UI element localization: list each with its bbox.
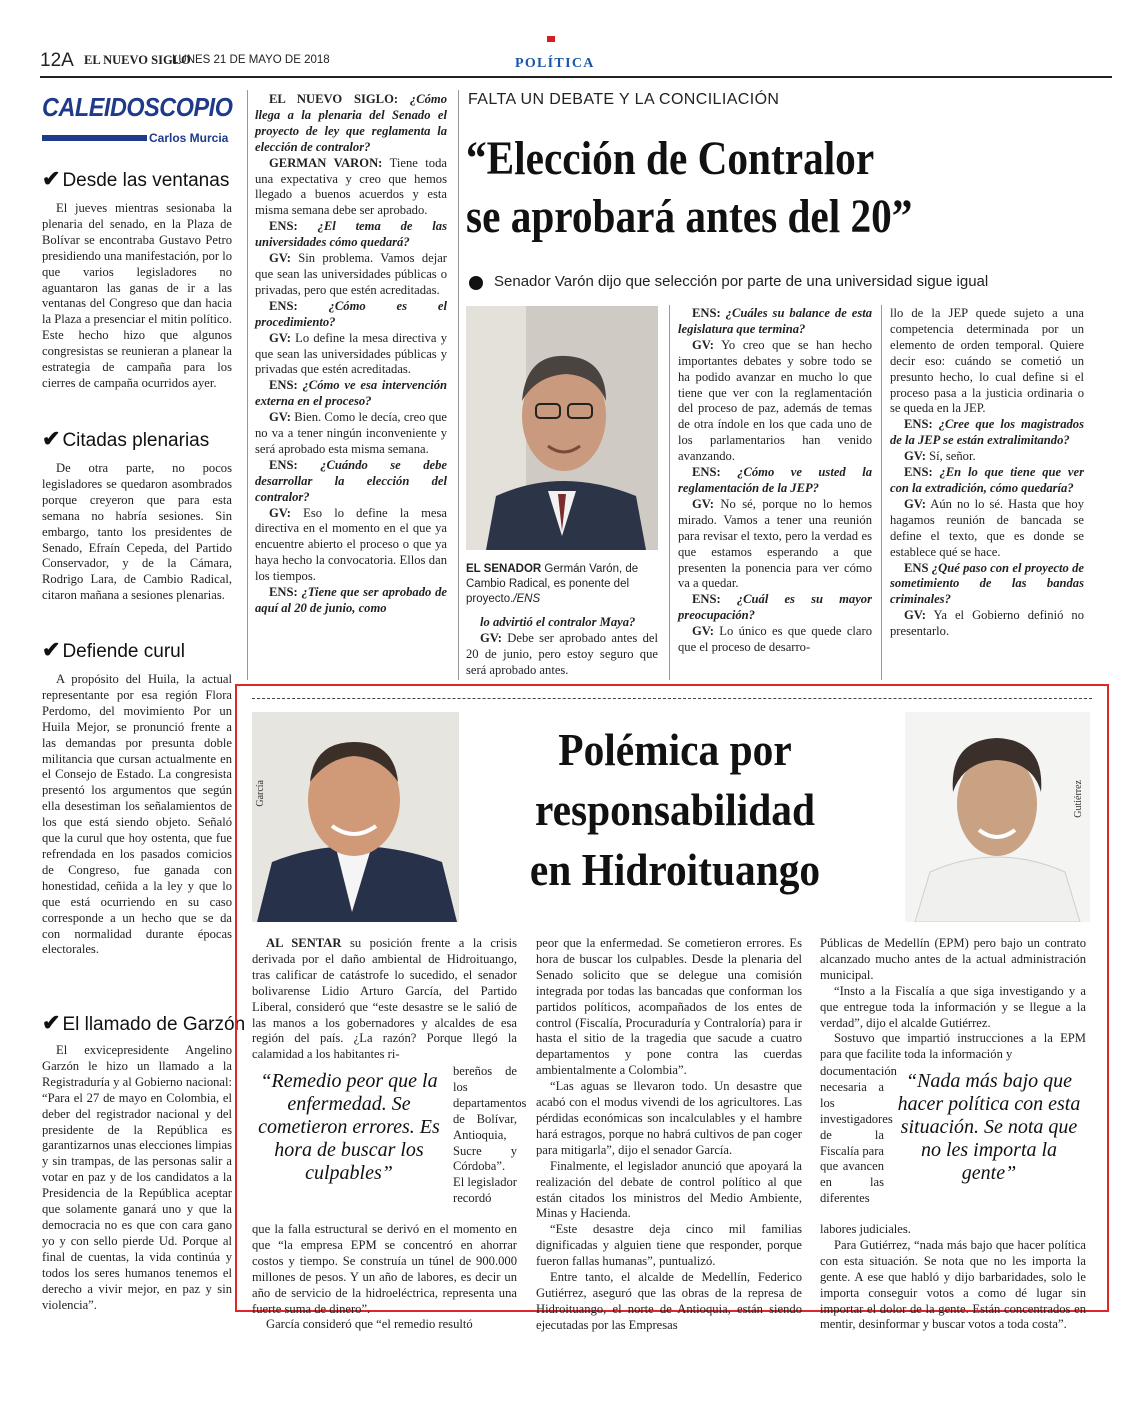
- interview-item: [678, 497, 872, 592]
- speaker-label: ENS:: [692, 592, 737, 607]
- feature-paragraph: “Las aguas se llevaron todo. Un desastre que acabó con el modus vivendi de los agricultores. Las pérdidas económicas son incalculables y el hambre hará estragos, porque no habrá cultivos de pan coger para mitigarla”, dijo el senador García.: [536, 1079, 802, 1157]
- speaker-label: GV:: [480, 630, 502, 645]
- pull-quote-left: “Remedio peor que la enfermedad. Se cometieron errores. Es hora de buscar los culpables”: [258, 1070, 440, 1184]
- speaker-label: EL NUEVO SIGLO:: [269, 92, 410, 106]
- gutierrez-portrait-icon: [905, 712, 1090, 922]
- page-number: 12A: [40, 50, 74, 71]
- answer-text: No sé, porque no lo hemos mirado. Vamos a tener una reunión para revisar el texto, pero la verdad es que estamos esperando a que presenten la ponencia para ver cómo va a quedar.: [678, 496, 872, 591]
- interview-item: [255, 92, 447, 156]
- column-rule: [247, 90, 248, 680]
- speaker-label: GV:: [269, 505, 291, 520]
- question-text: ¿Cómo llega a la plenaria del Senado el proyecto de ley que reglamenta la elección de contralor?: [255, 92, 447, 154]
- pull-quote-right: “Nada más bajo que hacer política con esta situación. Se nota que no les importa la gente”: [897, 1070, 1081, 1184]
- interview-item: [678, 592, 872, 624]
- speaker-label: ENS: [904, 560, 932, 575]
- interview-item: [678, 338, 872, 465]
- interview-item: [255, 251, 447, 299]
- interview-item: [678, 306, 872, 338]
- question-text: ¿Cuándo se debe desarrollar la elección del contralor?: [255, 457, 448, 504]
- photo-label-gutierrez: Gutiérrez: [1073, 780, 1084, 818]
- question-text: ¿Cómo ve esa intervención externa en el proceso?: [255, 378, 447, 409]
- column-rule: [458, 90, 459, 680]
- answer-text: Lo único es que quede claro que el proceso de desarro-: [678, 624, 872, 655]
- interview-item: [890, 497, 1084, 561]
- speaker-label: GV:: [904, 608, 926, 623]
- question-text: ¿Cuáles su balance de esta legislatura que termina?: [678, 306, 873, 336]
- interview-item: [466, 631, 658, 679]
- feature-paragraph: peor que la enfermedad. Se cometieron errores. Es hora de buscar los culpables. Desde la plenaria del Senado solicito que se delegue una comisión integrada por todas las bancadas que conforman los partidos políticos, acompañados de los entes de control (Fiscalía, Procuraduría y Contraloría) para ir hasta el sitio de la tragedia que sacude a cuatro departamentos y pone contra las cuerdas ambientalmente a Colombia”.: [536, 936, 802, 1078]
- check-icon: ✔: [42, 426, 61, 451]
- speaker-label: ENS:: [269, 378, 303, 393]
- interview-item: [255, 299, 447, 331]
- subheading: ✔ Citadas plenarias: [42, 426, 210, 451]
- interview-item: [255, 585, 447, 617]
- answer-text: Sin problema. Vamos dejar que sean las universidades públicas o privadas, pero que estén acreditadas.: [255, 251, 447, 297]
- photo-label-garcia: García: [255, 780, 266, 807]
- feature-paragraph: que la falla estructural se derivó en el momento en que “la empresa EPM se concentró en ahorrar costos y tiempo. Se construía un túnel de 900.000 millones de pesos. Y un año de labores, es decir un año de servicio de la hidroeléctrica, representa una fuerte suma de dinero”. García consideró que “el remedio resultó: [252, 1222, 517, 1332]
- answer-text: Yo creo que se han hecho importantes debates y sobre todo se ha podido avanzar en mucho lo que tiene que ver con la reglamentación del proceso de paz, además de temas de otra índole en los que cada uno de los parlamentarios han venido avanzando.: [678, 337, 872, 464]
- answer-text: Debe ser aprobado antes del 20 de junio, pero estoy seguro que será aprobado antes.: [466, 630, 658, 677]
- feature-paragraph: labores judiciales. Para Gutiérrez, “nada más bajo que hacer política con esta situación. Se nota que no les importa la gente. A ese que habló y dijo barbaridades, solo le importa conseguir votos a como dé lugar sin importar el dolor de la gente. Están concentrados en mentir, desinformar y buscar votos a toda costa”.: [820, 1222, 1086, 1332]
- answer-text: Tiene toda una expectativa y creo que hemos llegado a buenos acuerdos y esta misma semana debe ser aprobado.: [255, 155, 447, 218]
- interview-item: [255, 156, 447, 220]
- question-text: ¿Cómo es el procedimiento?: [255, 298, 447, 329]
- speaker-label: ENS:: [692, 306, 726, 320]
- dashed-rule: [252, 698, 1092, 699]
- speaker-label: ENS:: [904, 417, 939, 432]
- section-mark: [547, 36, 555, 42]
- question-text: ¿Cómo ve usted la reglamentación de la JEP?: [678, 465, 872, 495]
- column-rule: [669, 305, 670, 680]
- speaker-label: ENS:: [269, 457, 321, 472]
- speaker-label: ENS:: [269, 585, 302, 600]
- feature-paragraph-side: documentación necesaria a los investigadores de la Fiscalía para que avancen en las diferentes: [820, 1064, 897, 1206]
- answer-text: Bien. Como le decía, creo que no va a tener ningún inconveniente y será aprobado esta misma semana.: [255, 410, 447, 456]
- question-text: ¿El tema de las universidades cómo quedará?: [255, 219, 447, 250]
- column-title: CALEIDOSCOPIO: [42, 92, 233, 122]
- senator-portrait-icon: [466, 306, 658, 550]
- speaker-label: GV:: [269, 251, 291, 266]
- question-text: ¿Tiene que ser aprobado de aquí al 20 de junio, como: [255, 585, 447, 615]
- column-paragraph: El exvicepresidente Angelino Garzón le hizo un llamado a la Registraduría y al Gobierno nacional: “Para el 27 de mayo en Colombia, el deber del registrador nacional y del presidente de la República es garantizarnos unas elecciones limpias y sin trampas, de las personas salir a votar en paz y de los candidatos a la Presidencia de la República aceptar que solamente ganará uno y que la democracia no es que con cara gano yo y con sello pierde Ud. Porque al final de cuentas, la vida continúa y todos los seres humanos tenemos el derecho a vivir mejor, en paz y sin violencia”.: [42, 1043, 232, 1312]
- feature-paragraph: Entre tanto, el alcalde de Medellín, Federico Gutiérrez, aseguró que las obras de la represa de Hidroituango, el norte de Antioquia, están siendo ejecutadas por las Empresas: [536, 1270, 802, 1332]
- column-paragraph: El jueves mientras sesionaba la plenaria del senado, en la Plaza de Bolívar se encontraba Gustavo Petro presidiendo una manifestación, por lo que varios legisladores no aguantaron las ganas de ir a las ventanas del Congreso que dan hacia la Plaza a presenciar el mitin político. Este hecho hizo que algunos congresistas se reunieran a planear la estrategia de campaña para los cierres de campaña ocurridos ayer.: [42, 201, 232, 390]
- interview-item: [890, 465, 1084, 497]
- speaker-label: GERMAN VARON:: [269, 155, 383, 170]
- question-text: ¿Cree que los magistrados de la JEP se están extralimitando?: [890, 417, 1084, 448]
- column-paragraph: A propósito del Huila, la actual representante por esa región Flora Perdomo, del movimiento Por un Huila Mejor, se pronunció frente a las demandas por presunta doble militancia que cursan actualmente en el Consejo de Estado. La congresista presentó los argumentos que según ella desestiman los señalamientos de los que está siendo objeto. Señaló que la curul que hoy ostenta, que fue refrendada en los pasados comicios de Congreso, fue ganada con honestidad, ceñida a la ley y que lo que está ocurriendo en su caso corresponde a un hecho que se da con normalidad durante épocas electorales.: [42, 672, 232, 957]
- column-paragraph: De otra parte, no pocos legisladores se quedaron asombrados porque creyeron que para esta semana no habría sesiones. Sin embargo, tanto los presidentes de Senado, Efraín Cepeda, del Partido Conservador, y de la Cámara, Rodrigo Lara, de Cambio Radical, citaron mañana a sesiones plenarias.: [42, 461, 232, 603]
- interview-column-4: [890, 306, 1084, 640]
- interview-item: [466, 615, 658, 631]
- feature-paragraph-side: bereños de los departamentos de Bolívar, Antioquia, Sucre y Córdoba”. El legislador recordó: [453, 1064, 527, 1206]
- section-name: POLÍTICA: [515, 56, 595, 71]
- question-text: ¿Qué paso con el proyecto de sometimiento de las bandas criminales?: [890, 560, 1084, 607]
- feature-paragraph: Finalmente, el legislador anunció que apoyará la realización del debate de control político al que están citados los ministros del Medio Ambiente, Minas y Hacienda.: [536, 1158, 802, 1221]
- column-title-bar: [42, 135, 147, 141]
- question-text: ¿En lo que tiene que ver con la extradición, cómo quedaría?: [890, 465, 1084, 495]
- deck: Senador Varón dijo que selección por parte de una universidad sigue igual: [494, 273, 989, 290]
- headline: “Elección de Contralor se aprobará antes del 20”: [466, 132, 913, 243]
- question-text: lo advirtió el contralor Maya?: [480, 615, 636, 629]
- header-rule: [40, 76, 1112, 78]
- photo-caption: EL SENADOR Germán Varón, de Cambio Radical, es ponente del proyecto./ENS: [466, 563, 639, 605]
- speaker-label: ENS:: [904, 465, 940, 480]
- interview-column-3: [678, 306, 872, 656]
- speaker-label: ENS:: [269, 298, 329, 313]
- subheading: ✔ Defiende curul: [42, 637, 185, 662]
- interview-item: [255, 219, 447, 251]
- interview-item: [890, 449, 1084, 465]
- feature-column-2: [536, 936, 802, 1334]
- speaker-label: GV:: [904, 449, 926, 464]
- feature-paragraph: “Este desastre deja cinco mil familias dignificadas y alguien tiene que responder, porque fueron fallas humanas”, puntualizó.: [536, 1222, 802, 1269]
- speaker-label: GV:: [269, 410, 291, 425]
- answer-text: Lo define la mesa directiva y que sean las universidades públicas y privadas que estén acreditadas.: [255, 330, 447, 377]
- answer-text: Aún no lo sé. Hasta que hoy hagamos reunión de bancada se define el texto, que es donde se establece qué se hace.: [890, 496, 1084, 559]
- speaker-label: ENS:: [269, 219, 318, 234]
- interview-item: [890, 417, 1084, 449]
- interview-item: [255, 506, 447, 586]
- photo-senator: [466, 306, 658, 550]
- check-icon: ✔: [42, 166, 61, 191]
- speaker-label: GV:: [269, 330, 291, 345]
- answer-text: Eso lo define la mesa directiva en el momento en el que ya encuentre abierto el proceso o que ya haya hecho la convocatoria. Ellos dan los tiempos.: [255, 505, 447, 584]
- answer-text: Ya el Gobierno definió no presentarlo.: [890, 608, 1084, 639]
- speaker-label: GV:: [692, 624, 714, 639]
- speaker-label: GV:: [904, 496, 926, 511]
- interview-item: [255, 331, 447, 379]
- feature-paragraph: Públicas de Medellín (EPM) pero bajo un contrato alcanzado mucho antes de la actual administración municipal. “Insto a la Fiscalía a que siga investigando y a que entregue toda la información y se llegue a la verdad”, dijo el alcalde Gutiérrez. Sostuvo que impartió instrucciones a la EPM para que facilite toda la información y: [820, 936, 1086, 1062]
- subheading: ✔ Desde las ventanas: [42, 166, 230, 191]
- issue-date: LUNES 21 DE MAYO DE 2018: [172, 54, 330, 66]
- interview-item: [255, 410, 447, 458]
- paper-name: EL NUEVO SIGLO: [84, 53, 191, 67]
- answer-text: llo de la JEP quede sujeto a una competencia determinada por un elemento de orden temporal. Quiere decir eso: cuándo se cometió un presunto hecho, lo cual define si el proceso pasa a la justicia ordinaria o se queda en la JEP.: [890, 306, 1084, 416]
- garcia-portrait-icon: [252, 712, 459, 922]
- column-rule: [881, 305, 882, 680]
- interview-item: [678, 624, 872, 656]
- interview-column-2: [466, 615, 658, 679]
- photo-gutierrez: [905, 712, 1090, 922]
- bullet-icon: [469, 276, 483, 290]
- interview-item: [890, 608, 1084, 640]
- interview-item: [255, 458, 447, 506]
- check-icon: ✔: [42, 1010, 61, 1035]
- interview-item: [678, 465, 872, 497]
- check-icon: ✔: [42, 637, 61, 662]
- speaker-label: GV:: [692, 496, 714, 511]
- interview-item: [255, 378, 447, 410]
- speaker-label: GV:: [692, 337, 714, 352]
- column-author: Carlos Murcia: [149, 131, 229, 145]
- answer-text: Sí, señor.: [925, 449, 976, 464]
- feature-paragraph: AL SENTAR su posición frente a la crisis derivada por el daño ambiental de Hidroituango, tras calificar de catástrofe lo sucedido, el senador bolivarense Lidio Arturo García, del Partido Liberal, consideró que “este desastre se le salió de las manos a los gobernadores y alcaldes de esa región del país. ¿La razón? Porque llegó la calamidad a los habitantes ri-: [252, 936, 518, 1062]
- speaker-label: ENS:: [692, 465, 738, 480]
- feature-headline: Polémica por responsabilidad en Hidroituango: [529, 724, 821, 895]
- photo-garcia: [252, 712, 459, 922]
- subheading: ✔ El llamado de Garzón: [42, 1010, 246, 1035]
- kicker: FALTA UN DEBATE Y LA CONCILIACIÓN: [468, 91, 780, 108]
- interview-item: [890, 306, 1084, 417]
- interview-item: [890, 561, 1084, 609]
- question-text: ¿Cuál es su mayor preocupación?: [678, 592, 872, 623]
- interview-column-1: [255, 92, 447, 617]
